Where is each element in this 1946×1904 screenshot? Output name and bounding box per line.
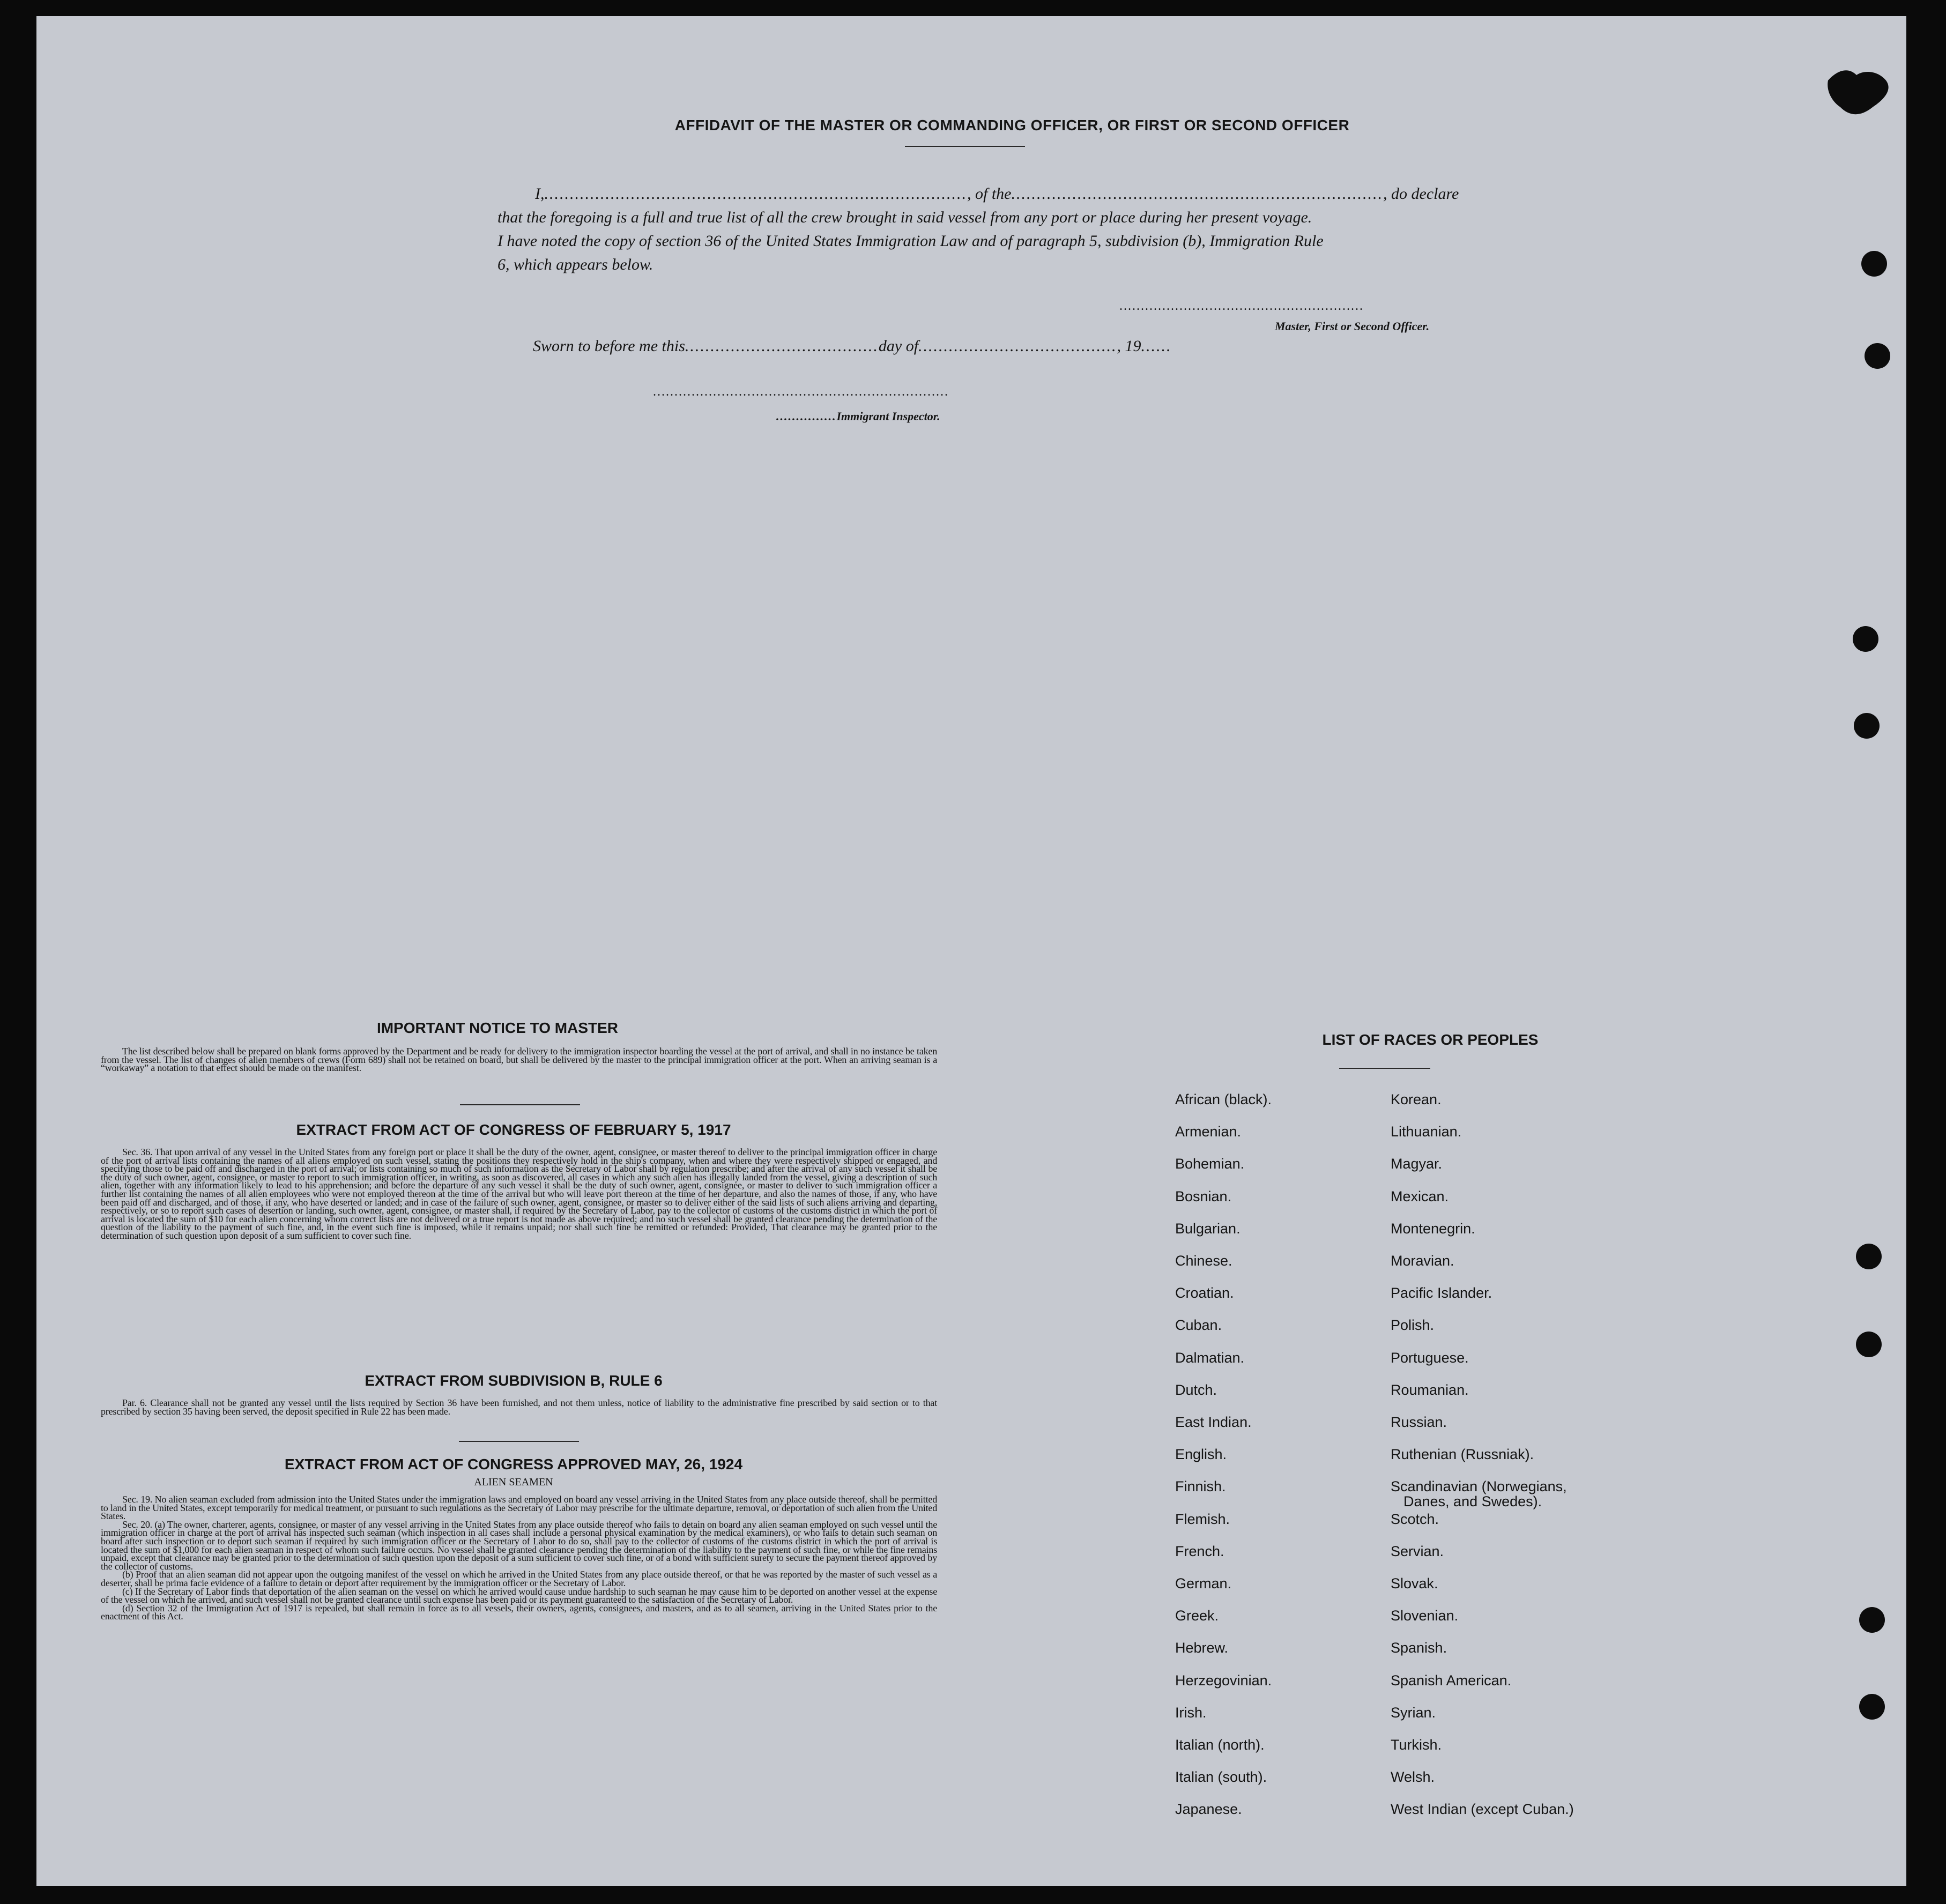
race-item: Korean. <box>1391 1091 1442 1107</box>
sworn-prefix: Sworn to before me this <box>533 337 685 355</box>
extract-1924-paragraph: Sec. 19. No alien seaman excluded from admission into the United States under the immigration laws and employed on board any vessel arriving in the United States from any place outside thereof, shall be permitted to land in the United States, except temporarily for medical treatment, or pursuant to such regulations as the Secretary of Labor may prescribe for the ultimate departure, removal, or deportation of such alien from the United States. <box>101 1494 937 1522</box>
inspector-dots: ............... <box>776 410 837 423</box>
divider <box>459 1441 579 1442</box>
day-of-label: day of <box>878 337 919 355</box>
punch-hole <box>1861 251 1887 277</box>
rule6-title: EXTRACT FROM SUBDIVISION B, RULE 6 <box>365 1372 663 1389</box>
race-item: Dalmatian. <box>1175 1349 1245 1366</box>
race-item: Spanish. <box>1391 1640 1447 1656</box>
race-item: Ruthenian (Russniak). <box>1391 1446 1534 1463</box>
race-item: Cuban. <box>1175 1317 1222 1334</box>
race-item: Turkish. <box>1391 1737 1442 1753</box>
affidavit-line-1 <box>497 182 1527 206</box>
do-declare-label: , do declare <box>1383 185 1459 203</box>
punch-hole <box>1854 713 1880 739</box>
race-item: German. <box>1175 1575 1232 1591</box>
sworn-day-blank: ...................................... <box>685 337 879 355</box>
master-signature-blank: ......................................................... <box>1119 299 1364 313</box>
alien-seamen-subtitle: ALIEN SEAMEN <box>474 1476 553 1488</box>
affidavit-line-4: 6, which appears below. <box>497 256 653 273</box>
extract-1917-title: EXTRACT FROM ACT OF CONGRESS OF FEBRUARY 5, 1917 <box>296 1121 731 1138</box>
inspector-signature-blank: ..................................................................... <box>653 385 949 399</box>
race-item: Russian. <box>1391 1414 1447 1430</box>
inspector-label: Immigrant Inspector. <box>836 410 940 423</box>
race-item: Armenian. <box>1175 1124 1242 1140</box>
divider <box>460 1104 580 1105</box>
vessel-blank: ......................................................................... <box>1011 185 1383 203</box>
race-item: Slovenian. <box>1391 1608 1459 1624</box>
document-page <box>36 16 1906 1886</box>
race-item: West Indian (except Cuban.) <box>1391 1801 1574 1818</box>
extract-1924-paragraph: (d) Section 32 of the Immigration Act of 1917 is repealed, but shall remain in force as to all vessels, their owners, agents, consignees, and masters, and as to all seamen, arriving in the United States prior to the enactment of this Act. <box>101 1602 937 1622</box>
race-item: Magyar. <box>1391 1156 1443 1172</box>
extract-1924-title: EXTRACT FROM ACT OF CONGRESS APPROVED MAY, 26, 1924 <box>284 1456 743 1472</box>
race-item: Croatian. <box>1175 1285 1234 1301</box>
affidavit-i-label: I, <box>535 185 545 203</box>
race-item: Bosnian. <box>1175 1188 1232 1204</box>
inspector-line <box>776 410 940 423</box>
race-item: Italian (south). <box>1175 1769 1267 1786</box>
extract-1917-text <box>101 1148 937 1240</box>
year-label: , 19 <box>1117 337 1141 355</box>
race-item: Chinese. <box>1175 1253 1232 1269</box>
race-item: Bohemian. <box>1175 1156 1245 1172</box>
sworn-line <box>533 334 1172 358</box>
race-item: Flemish. <box>1175 1511 1230 1527</box>
race-item: Irish. <box>1175 1704 1207 1721</box>
race-item: Dutch. <box>1175 1381 1217 1398</box>
race-item: Mexican. <box>1391 1188 1449 1204</box>
affidavit-line-2: that the foregoing is a full and true list of all the crew brought in said vessel from any port or place during her present voyage. <box>497 209 1312 226</box>
affidavit-title: AFFIDAVIT OF THE MASTER OR COMMANDING OFFICER, OR FIRST OR SECOND OFFICER <box>674 117 1350 133</box>
race-item: Servian. <box>1391 1543 1444 1559</box>
race-item: English. <box>1175 1446 1227 1463</box>
race-item: East Indian. <box>1175 1414 1252 1430</box>
extract-1924-paragraph: Sec. 20. (a) The owner, charterer, agents, consignee, or master of any vessel arriving in the United States from any place outside thereof who fails to detain on board any alien seaman employed on such vessel until the immigration officer in charge at the port of arrival has inspected such seaman (which inspection in all cases shall include a personal physical examination by the medical examiners), or who fails to detain such seaman on board after such inspection or to deport such seaman if required by such immigration officer or the Secretary of Labor to do so, shall pay to the collector of customs of the customs district in which the port of arrival is located the sum of $1,000 for each alien seaman in respect of whom such failure occurs. No vessel shall be granted clearance pending the determination of the liability to the payment of such fine, or while the fine remains unpaid, except that clearance may be granted prior to the determination of such question upon the deposit of a sum sufficient to cover such fine, or of a bond with sufficient surety to secure the payment thereof approved by the collector of customs. <box>101 1519 937 1572</box>
year-blank: ...... <box>1141 337 1172 355</box>
notice-title: IMPORTANT NOTICE TO MASTER <box>376 1020 619 1036</box>
race-item: Italian (north). <box>1175 1737 1265 1753</box>
races-title: LIST OF RACES OR PEOPLES <box>1322 1031 1539 1048</box>
divider <box>1339 1068 1430 1069</box>
race-item: Syrian. <box>1391 1704 1436 1721</box>
race-item: French. <box>1175 1543 1224 1559</box>
torn-corner-mark <box>1827 64 1897 123</box>
race-item: Japanese. <box>1175 1801 1242 1818</box>
extract-1924-paragraph: (c) If the Secretary of Labor finds that deportation of the alien seaman on the vessel on which he arrived would cause undue hardship to such seaman he may cause him to be deported on another vessel at the expense of the vessel on which he arrived, and such vessel shall not be granted clearance until such expense has been paid or its payment guaranteed to the satisfaction of the Secretary of Labor. <box>101 1586 937 1605</box>
race-continuation: Danes, and Swedes). <box>1403 1493 1542 1509</box>
race-item: Spanish American. <box>1391 1672 1512 1689</box>
race-item: Pacific Islander. <box>1391 1285 1492 1301</box>
race-item: Moravian. <box>1391 1253 1454 1269</box>
race-item: Portuguese. <box>1391 1349 1469 1366</box>
race-item: African (black). <box>1175 1091 1272 1107</box>
punch-hole <box>1865 343 1890 369</box>
affidavit-line-3: I have noted the copy of section 36 of the United States Immigration Law and of paragraph 5, subdivision (b), Immigration Rule <box>497 232 1324 250</box>
of-the-label: , of the <box>967 185 1012 203</box>
race-item: Scandinavian (Norwegians, <box>1391 1478 1567 1495</box>
race-item: Montenegrin. <box>1391 1220 1475 1237</box>
name-blank: ................................................................................... <box>544 185 967 203</box>
extract-1924-text <box>101 1496 937 1621</box>
notice-text <box>101 1047 937 1073</box>
race-item: Welsh. <box>1391 1769 1435 1786</box>
race-item: Lithuanian. <box>1391 1124 1462 1140</box>
race-item: Finnish. <box>1175 1478 1226 1495</box>
rule6-paragraph: Par. 6. Clearance shall not be granted any vessel until the lists required by Section 36 have been furnished, and not them unless, notice of liability to the administrative fine prescribed by said section or to that prescribed by section 35 having been served, the deposit specified in Rule 22 has been made. <box>101 1397 937 1417</box>
master-label: Master, First or Second Officer. <box>1275 319 1430 333</box>
race-item: Herzegovinian. <box>1175 1672 1272 1689</box>
extract-1917-paragraph: Sec. 36. That upon arrival of any vessel in the United States from any foreign port or place it shall be the duty of the owner, agent, consignee, or master thereof to deliver to the principal immigration officer in charge of the port of arrival lists containing the names of all aliens employed on such vessel, stating the positions they respectively hold in the ship's company, when and where they were respectively shipped or engaged, and specifying those to be paid off and discharged in the port of arrival; or lists containing so much of such information as the Secretary of Labor shall by regulation prescribe; and after the arrival of any such vessel it shall be the duty of such owner, agent, consignee, or master to report to such immigration officer, in writing, as soon as discovered, all cases in which any such alien has illegally landed from the vessel, giving a description of such alien, together with any information likely to lead to his apprehension; and before the departure of any such vessel it shall be the duty of such owner, agent, consignee, or master to deliver to such immigration officer a further list containing the names of all alien employees who were not employed thereon at the time of the arrival but who will leave port thereon at the time of her departure, and also the names of those, if any, who have been paid off and discharged, and of those, if any, who have deserted or landed; and in case of the failure of such owner, agent, consignee, or master so to deliver either of the said lists of such aliens arriving and departing, respectively, or so to report such cases of desertion or landing, such owner, agent, consignee, or master shall, if required by the Secretary of Labor, pay to the collector of customs of the customs district in which the port of arrival is located the sum of $10 for each alien concerning whom correct lists are not delivered or a true report is not made as above required; and no such vessel shall be granted clearance pending the determination of the question of the liability to the payment of such fine, and, in the event such fine is imposed, while it remains unpaid; nor shall such fine be remitted or refunded: Provided, That clearance may be granted prior to the determination of such question upon deposit of a sum sufficient to cover such fine. <box>101 1147 937 1241</box>
rule6-text <box>101 1399 937 1416</box>
race-item: Roumanian. <box>1391 1381 1469 1398</box>
race-item: Polish. <box>1391 1317 1435 1334</box>
race-item: Greek. <box>1175 1608 1219 1624</box>
punch-hole <box>1856 1332 1882 1357</box>
divider <box>905 146 1025 147</box>
punch-hole <box>1853 626 1878 652</box>
punch-hole <box>1856 1244 1882 1269</box>
race-item: Scotch. <box>1391 1511 1439 1527</box>
punch-hole <box>1859 1607 1885 1633</box>
extract-1924-paragraph: (b) Proof that an alien seaman did not appear upon the outgoing manifest of the vessel on which he arrived in the United States from any place outside thereof, or that he was reported by the master of such vessel as a deserter, shall be prima facie evidence of a failure to detain or deport after requirement by the immigration officer or the Secretary of Labor. <box>101 1569 937 1588</box>
punch-hole <box>1859 1694 1885 1720</box>
race-item: Hebrew. <box>1175 1640 1229 1656</box>
sworn-month-blank: ....................................... <box>918 337 1117 355</box>
race-item: Slovak. <box>1391 1575 1438 1591</box>
notice-paragraph: The list described below shall be prepared on blank forms approved by the Department and be ready for delivery to the immigration inspector boarding the vessel at the port of arrival, and shall in no instance be taken from the vessel. The list of changes of alien members of crews (Form 689) shall not be retained on board, but shall be delivered by the master to the principal immigration officer at the port. When an arriving seaman is a “workaway” a notation to that effect should be made on the manifest. <box>101 1046 937 1074</box>
race-item: Bulgarian. <box>1175 1220 1241 1237</box>
